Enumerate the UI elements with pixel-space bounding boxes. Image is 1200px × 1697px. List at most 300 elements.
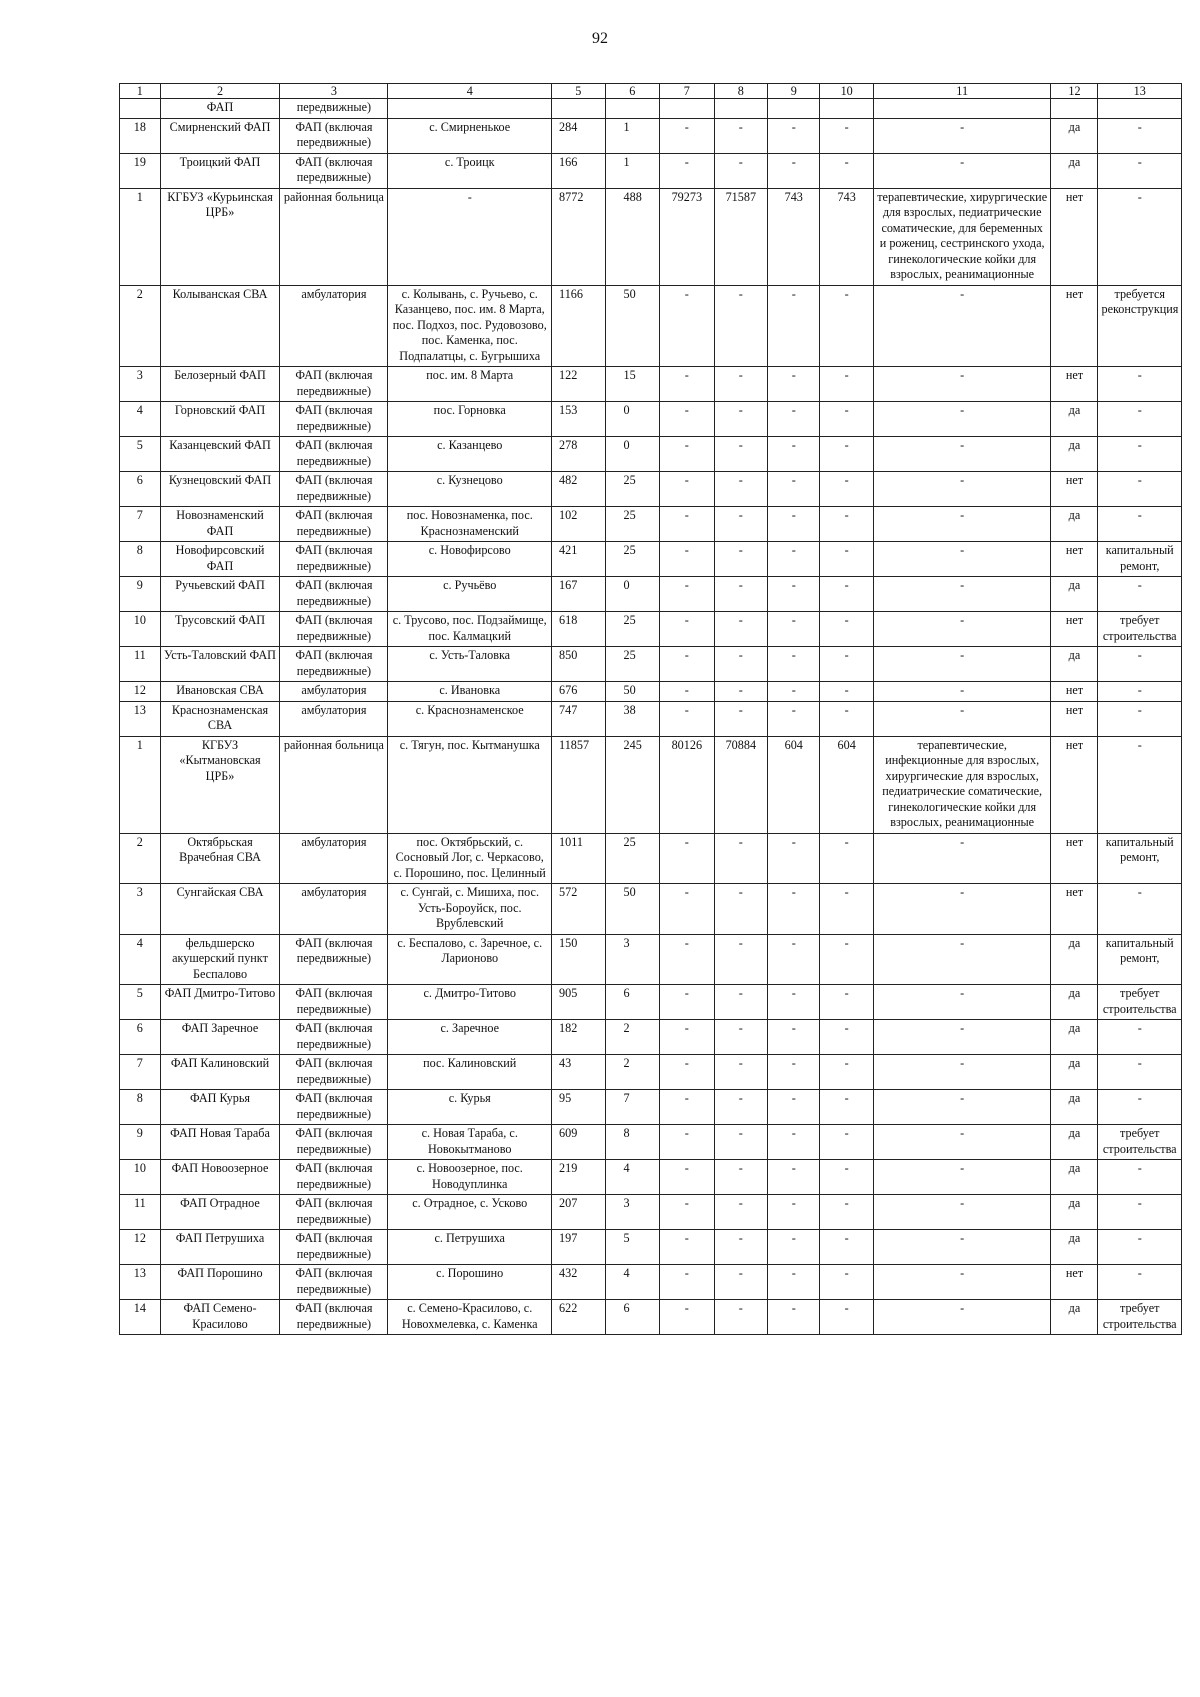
table-cell: 850 (552, 647, 605, 682)
table-cell: 6 (120, 472, 161, 507)
table-cell: 13 (120, 701, 161, 736)
table-cell: 1 (605, 153, 660, 188)
table-cell: 9 (120, 577, 161, 612)
table-cell: 1 (605, 118, 660, 153)
table-row (120, 118, 1182, 153)
table-cell: передвижные) (280, 99, 388, 119)
column-header: 7 (660, 84, 715, 99)
table-cell: 12 (120, 682, 161, 702)
table-cell (820, 99, 873, 119)
table-cell: - (873, 1090, 1051, 1125)
table-cell: 747 (552, 701, 605, 736)
table-cell: 11 (120, 647, 161, 682)
table-cell: 1166 (552, 285, 605, 367)
table-cell: 12 (120, 1230, 161, 1265)
table-cell: - (768, 507, 820, 542)
table-cell: требует строительства (1098, 985, 1182, 1020)
table-row (120, 153, 1182, 188)
table-row (120, 507, 1182, 542)
table-cell: - (873, 472, 1051, 507)
table-cell: ФАП Калиновский (160, 1055, 280, 1090)
table-cell: 25 (605, 542, 660, 577)
table-cell: - (820, 985, 873, 1020)
table-cell: - (873, 1125, 1051, 1160)
table-cell: 167 (552, 577, 605, 612)
table-cell: с. Заречное (388, 1020, 552, 1055)
table-cell: Краснознаменская СВА (160, 701, 280, 736)
table-cell: - (714, 985, 767, 1020)
table-cell: - (768, 1300, 820, 1335)
table-cell: 207 (552, 1195, 605, 1230)
table-cell (714, 99, 767, 119)
table-cell: с. Краснознаменское (388, 701, 552, 736)
table-cell: 604 (768, 736, 820, 833)
table-cell: ФАП (включая передвижные) (280, 1125, 388, 1160)
table-cell: пос. Новознаменка, пос. Краснознаменский (388, 507, 552, 542)
table-cell: - (660, 1230, 715, 1265)
table-cell: Троицкий ФАП (160, 153, 280, 188)
table-cell: ФАП (включая передвижные) (280, 577, 388, 612)
column-header: 8 (714, 84, 767, 99)
table-cell: ФАП (включая передвижные) (280, 985, 388, 1020)
table-cell: да (1051, 934, 1098, 985)
table-row (120, 437, 1182, 472)
table-cell: 4 (605, 1265, 660, 1300)
table-cell: требует строительства (1098, 1300, 1182, 1335)
table-cell: 25 (605, 833, 660, 884)
table-cell: пос. Октябрьский, с. Сосновый Лог, с. Черкасово, с. Порошино, пос. Целинный (388, 833, 552, 884)
table-cell: - (768, 437, 820, 472)
table-row (120, 647, 1182, 682)
table-cell: амбулатория (280, 285, 388, 367)
table-cell: Усть-Таловский ФАП (160, 647, 280, 682)
table-cell: 153 (552, 402, 605, 437)
table-cell: да (1051, 1020, 1098, 1055)
table-cell: - (1098, 736, 1182, 833)
table-cell: - (660, 437, 715, 472)
table-cell: да (1051, 577, 1098, 612)
column-header: 3 (280, 84, 388, 99)
table-row (120, 682, 1182, 702)
table-cell: - (714, 884, 767, 935)
table-cell: терапевтические, инфекционные для взрослых, хирургические для взрослых, педиатрические соматические, гинекологические койки для взрослых, реанимационные (873, 736, 1051, 833)
table-cell: - (714, 647, 767, 682)
table-cell: с. Отрадное, с. Усково (388, 1195, 552, 1230)
table-cell: - (820, 647, 873, 682)
table-cell: - (768, 682, 820, 702)
table-cell: - (873, 402, 1051, 437)
table-cell: - (873, 833, 1051, 884)
table-cell: Ручьевский ФАП (160, 577, 280, 612)
table-row (120, 884, 1182, 935)
table-cell: капитальный ремонт, (1098, 833, 1182, 884)
table-cell: нет (1051, 884, 1098, 935)
table-cell: - (820, 701, 873, 736)
table-cell: с. Кузнецово (388, 472, 552, 507)
table-cell: ФАП (включая передвижные) (280, 153, 388, 188)
table-cell: 482 (552, 472, 605, 507)
table-row (120, 1055, 1182, 1090)
table-cell: - (714, 1055, 767, 1090)
table-cell: - (768, 647, 820, 682)
table-cell: 1011 (552, 833, 605, 884)
table-cell: - (714, 1300, 767, 1335)
table-cell: с. Курья (388, 1090, 552, 1125)
table-cell: - (820, 1020, 873, 1055)
table-cell: Трусовский ФАП (160, 612, 280, 647)
table-cell: 6 (605, 985, 660, 1020)
table-cell: - (1098, 1265, 1182, 1300)
column-header: 6 (605, 84, 660, 99)
table-cell: 5 (605, 1230, 660, 1265)
table-cell: терапевтические, хирургические для взрослых, педиатрические соматические, для беременных и рожениц, сестринского ухода, гинекологические койки для взрослых, реанимационные (873, 188, 1051, 285)
table-cell: ФАП (160, 99, 280, 119)
table-row (120, 701, 1182, 736)
table-cell: ФАП (включая передвижные) (280, 1230, 388, 1265)
table-cell: - (873, 647, 1051, 682)
table-cell: пос. Горновка (388, 402, 552, 437)
table-cell: 609 (552, 1125, 605, 1160)
table-cell: - (1098, 682, 1182, 702)
table-cell: 19 (120, 153, 161, 188)
table-cell: 604 (820, 736, 873, 833)
column-header: 1 (120, 84, 161, 99)
table-cell: - (820, 1160, 873, 1195)
table-cell: - (714, 1160, 767, 1195)
table-cell: - (714, 701, 767, 736)
table-cell: - (768, 1090, 820, 1125)
table-cell: - (768, 472, 820, 507)
table-cell: - (873, 1265, 1051, 1300)
table-cell: 572 (552, 884, 605, 935)
table-cell: - (714, 542, 767, 577)
table-cell: Белозерный ФАП (160, 367, 280, 402)
table-cell: с. Ручьёво (388, 577, 552, 612)
table-cell: с. Казанцево (388, 437, 552, 472)
table-cell: - (768, 402, 820, 437)
table-cell: - (820, 542, 873, 577)
table-cell: - (873, 1055, 1051, 1090)
table-cell (873, 99, 1051, 119)
table-cell: - (820, 1195, 873, 1230)
table-cell: 2 (120, 285, 161, 367)
table-cell: 70884 (714, 736, 767, 833)
table-cell (768, 99, 820, 119)
table-cell: нет (1051, 612, 1098, 647)
table-cell: - (873, 1195, 1051, 1230)
table-cell: да (1051, 1055, 1098, 1090)
table-cell: - (660, 285, 715, 367)
table-cell: ФАП (включая передвижные) (280, 1020, 388, 1055)
table-cell: - (820, 1055, 873, 1090)
table-cell: - (1098, 1020, 1182, 1055)
table-cell: 743 (820, 188, 873, 285)
table-cell: 4 (120, 934, 161, 985)
table-cell: 25 (605, 612, 660, 647)
table-cell (605, 99, 660, 119)
table-row (120, 542, 1182, 577)
column-header: 4 (388, 84, 552, 99)
table-cell: 6 (120, 1020, 161, 1055)
table-cell: - (768, 542, 820, 577)
table-cell: - (768, 1055, 820, 1090)
table-cell: - (714, 402, 767, 437)
table-cell: нет (1051, 188, 1098, 285)
table-row (120, 1300, 1182, 1335)
table-cell: 43 (552, 1055, 605, 1090)
table-cell: да (1051, 118, 1098, 153)
table-cell: 1 (120, 736, 161, 833)
table-cell: - (714, 577, 767, 612)
table-cell: - (873, 1020, 1051, 1055)
table-cell: с. Троицк (388, 153, 552, 188)
table-cell: - (768, 118, 820, 153)
table-cell: 25 (605, 472, 660, 507)
table-cell: - (768, 934, 820, 985)
table-cell: амбулатория (280, 682, 388, 702)
table-cell: 2 (120, 833, 161, 884)
table-cell: ФАП (включая передвижные) (280, 542, 388, 577)
table-cell: 0 (605, 437, 660, 472)
table-cell: - (768, 285, 820, 367)
table-cell: Ивановская СВА (160, 682, 280, 702)
table-row (120, 1195, 1182, 1230)
table-cell: - (768, 1160, 820, 1195)
table-cell: нет (1051, 472, 1098, 507)
table-cell: нет (1051, 542, 1098, 577)
table-cell: - (660, 647, 715, 682)
table-cell: 80126 (660, 736, 715, 833)
table-cell: - (820, 1265, 873, 1300)
table-cell: - (820, 472, 873, 507)
table-cell: - (714, 472, 767, 507)
table-cell (660, 99, 715, 119)
table-cell: - (714, 1265, 767, 1300)
table-body (120, 99, 1182, 1335)
table-row (120, 736, 1182, 833)
table-cell: - (660, 402, 715, 437)
table-cell: ФАП (включая передвижные) (280, 1055, 388, 1090)
table-cell: 8772 (552, 188, 605, 285)
table-cell: - (768, 577, 820, 612)
table-row (120, 188, 1182, 285)
table-cell: - (660, 833, 715, 884)
table-cell: 9 (120, 1125, 161, 1160)
table-cell: ФАП Семено-Красилово (160, 1300, 280, 1335)
table-cell: 421 (552, 542, 605, 577)
table-cell: Октябрьская Врачебная СВА (160, 833, 280, 884)
table-cell: - (1098, 701, 1182, 736)
table-cell: ФАП Курья (160, 1090, 280, 1125)
table-cell: 25 (605, 647, 660, 682)
table-row (120, 402, 1182, 437)
table-cell: - (660, 985, 715, 1020)
table-cell: 7 (120, 507, 161, 542)
table-cell: 150 (552, 934, 605, 985)
table-cell: 8 (605, 1125, 660, 1160)
table-cell: требует строительства (1098, 1125, 1182, 1160)
table-cell: 50 (605, 884, 660, 935)
table-cell: - (873, 985, 1051, 1020)
table-cell: да (1051, 1300, 1098, 1335)
table-cell: с. Дмитро-Титово (388, 985, 552, 1020)
table-cell: - (714, 153, 767, 188)
table-row (120, 985, 1182, 1020)
table-row (120, 1160, 1182, 1195)
table-cell (552, 99, 605, 119)
table-cell: - (1098, 647, 1182, 682)
table-cell: амбулатория (280, 701, 388, 736)
table-cell: 0 (605, 577, 660, 612)
table-cell: - (714, 682, 767, 702)
table-cell: - (820, 1230, 873, 1265)
table-cell: 2 (605, 1020, 660, 1055)
table-cell: - (660, 1265, 715, 1300)
table-cell: - (660, 507, 715, 542)
table-cell (1051, 99, 1098, 119)
table-cell: капитальный ремонт, (1098, 934, 1182, 985)
table-cell: 618 (552, 612, 605, 647)
table-cell: - (660, 1160, 715, 1195)
table-cell: 3 (605, 934, 660, 985)
table-cell: - (820, 934, 873, 985)
table-cell: Колыванская СВА (160, 285, 280, 367)
table-cell: 13 (120, 1265, 161, 1300)
table-cell: - (873, 542, 1051, 577)
table-cell: - (714, 285, 767, 367)
table-cell: 5 (120, 437, 161, 472)
table-cell: 7 (120, 1055, 161, 1090)
table-cell: с. Новофирсово (388, 542, 552, 577)
table-cell: с. Тягун, пос. Кытманушка (388, 736, 552, 833)
table-cell: - (820, 612, 873, 647)
table-cell: 4 (120, 402, 161, 437)
table-cell: 25 (605, 507, 660, 542)
table-cell: ФАП Отрадное (160, 1195, 280, 1230)
table-cell: нет (1051, 367, 1098, 402)
table-cell: - (660, 542, 715, 577)
table-cell: амбулатория (280, 833, 388, 884)
table-cell: нет (1051, 701, 1098, 736)
table-cell (1098, 99, 1182, 119)
table-cell: 79273 (660, 188, 715, 285)
column-header: 10 (820, 84, 873, 99)
table-cell: ФАП Дмитро-Титово (160, 985, 280, 1020)
table-cell (388, 99, 552, 119)
table-cell: с. Семено-Красилово, с. Новохмелевка, с. Каменка (388, 1300, 552, 1335)
table-cell: 50 (605, 285, 660, 367)
table-cell (120, 99, 161, 119)
table-cell: 743 (768, 188, 820, 285)
table-row (120, 1090, 1182, 1125)
table-cell: - (660, 1195, 715, 1230)
table-cell: амбулатория (280, 884, 388, 935)
table-cell: Горновский ФАП (160, 402, 280, 437)
table-cell: - (1098, 118, 1182, 153)
table-cell: - (768, 612, 820, 647)
table-cell: ФАП (включая передвижные) (280, 934, 388, 985)
table-cell: - (714, 118, 767, 153)
table-cell: Кузнецовский ФАП (160, 472, 280, 507)
table-cell: 488 (605, 188, 660, 285)
table-cell: 102 (552, 507, 605, 542)
table-cell: 4 (605, 1160, 660, 1195)
table-cell: 2 (605, 1055, 660, 1090)
table-cell: - (820, 118, 873, 153)
table-cell: Сунгайская СВА (160, 884, 280, 935)
table-cell: - (873, 437, 1051, 472)
table-cell: да (1051, 647, 1098, 682)
table-row (120, 833, 1182, 884)
table-cell: - (873, 701, 1051, 736)
column-header: 2 (160, 84, 280, 99)
table-cell: - (820, 577, 873, 612)
table-cell: 278 (552, 437, 605, 472)
table-cell: 95 (552, 1090, 605, 1125)
table-cell: с. Новоозерное, пос. Новодуплинка (388, 1160, 552, 1195)
table-cell: - (820, 153, 873, 188)
table-cell: Новофирсовский ФАП (160, 542, 280, 577)
column-header: 12 (1051, 84, 1098, 99)
table-cell: - (714, 934, 767, 985)
table-cell: - (820, 1090, 873, 1125)
table-cell: 3 (120, 884, 161, 935)
table-row (120, 367, 1182, 402)
table-cell: - (1098, 188, 1182, 285)
table-cell: - (820, 833, 873, 884)
table-cell: - (873, 367, 1051, 402)
table-cell: - (1098, 1195, 1182, 1230)
table-row (120, 577, 1182, 612)
table-cell: с. Порошино (388, 1265, 552, 1300)
table-cell: Смирненский ФАП (160, 118, 280, 153)
table-row (120, 99, 1182, 119)
table-row (120, 1265, 1182, 1300)
table-cell: - (873, 153, 1051, 188)
table-cell: нет (1051, 285, 1098, 367)
table-cell: 905 (552, 985, 605, 1020)
table-cell: да (1051, 1125, 1098, 1160)
table-row (120, 1020, 1182, 1055)
table-cell: ФАП (включая передвижные) (280, 647, 388, 682)
table-cell: с. Трусово, пос. Подзаймище, пос. Калмацкий (388, 612, 552, 647)
table-cell: капитальный ремонт, (1098, 542, 1182, 577)
table-row (120, 934, 1182, 985)
table-cell: ФАП Заречное (160, 1020, 280, 1055)
table-cell: - (873, 1300, 1051, 1335)
table-cell: - (768, 701, 820, 736)
table-cell: 11 (120, 1195, 161, 1230)
table-cell: ФАП (включая передвижные) (280, 1265, 388, 1300)
table-cell: - (714, 1090, 767, 1125)
table-cell: - (820, 507, 873, 542)
table-cell: с. Колывань, с. Ручьево, с. Казанцево, пос. им. 8 Марта, пос. Подхоз, пос. Рудовозово, пос. Каменка, пос. Подпалатцы, с. Бугрышиха (388, 285, 552, 367)
facilities-table (119, 83, 1182, 1335)
table-cell: - (820, 1125, 873, 1160)
table-cell: 8 (120, 1090, 161, 1125)
table-cell: 5 (120, 985, 161, 1020)
table-cell: - (660, 701, 715, 736)
table-cell: 182 (552, 1020, 605, 1055)
table-cell: нет (1051, 682, 1098, 702)
table-cell: с. Усть-Таловка (388, 647, 552, 682)
table-cell: - (660, 612, 715, 647)
table-cell: - (660, 153, 715, 188)
table-cell: пос. им. 8 Марта (388, 367, 552, 402)
table-row (120, 285, 1182, 367)
table-cell: 432 (552, 1265, 605, 1300)
table-cell: - (820, 437, 873, 472)
